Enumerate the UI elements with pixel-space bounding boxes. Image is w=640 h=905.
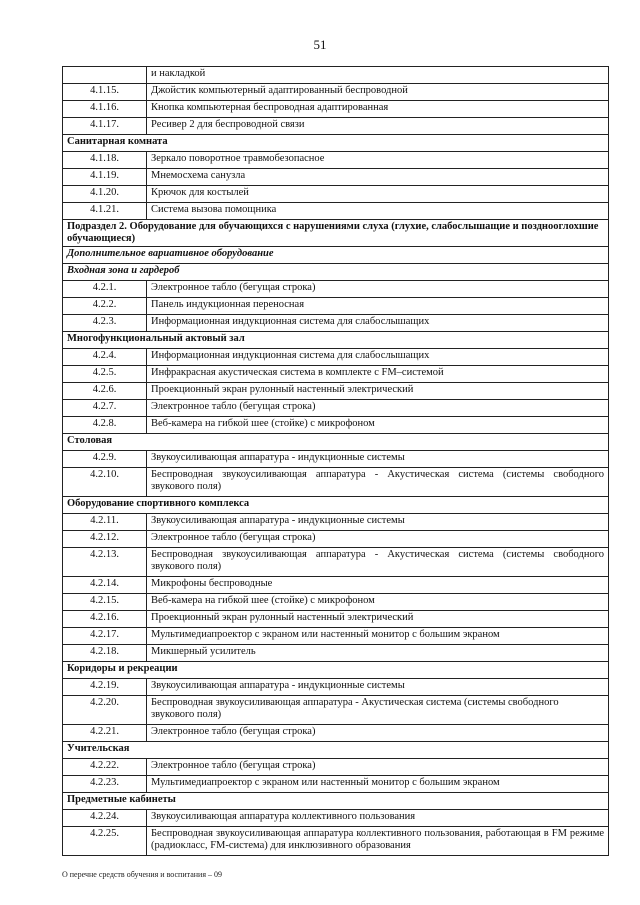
section-heading-row xyxy=(63,662,609,679)
table-row xyxy=(63,203,609,220)
item-description: Зеркало поворотное травмобезопасное xyxy=(147,152,609,169)
item-description: Беспроводная звукоусиливающая аппаратура - Акустическая система (системы свободного звукового поля) xyxy=(147,696,609,725)
table-row xyxy=(63,594,609,611)
section-heading: Учительская xyxy=(63,742,609,759)
item-description: Веб-камера на гибкой шее (стойке) с микрофоном xyxy=(147,417,609,434)
item-number xyxy=(63,67,147,84)
section-heading: Дополнительное вариативное оборудование xyxy=(63,247,609,264)
item-number: 4.2.16. xyxy=(63,611,147,628)
table-row xyxy=(63,366,609,383)
item-description: Проекционный экран рулонный настенный электрический xyxy=(147,611,609,628)
item-description: Звукоусиливающая аппаратура - индукционные системы xyxy=(147,451,609,468)
item-number: 4.2.4. xyxy=(63,349,147,366)
item-description: и накладкой xyxy=(147,67,609,84)
item-number: 4.2.9. xyxy=(63,451,147,468)
item-number: 4.1.20. xyxy=(63,186,147,203)
item-number: 4.1.15. xyxy=(63,84,147,101)
section-heading: Многофункциональный актовый зал xyxy=(63,332,609,349)
item-description: Панель индукционная переносная xyxy=(147,298,609,315)
item-number: 4.2.10. xyxy=(63,468,147,497)
table-row xyxy=(63,186,609,203)
section-heading-row xyxy=(63,332,609,349)
item-number: 4.2.12. xyxy=(63,531,147,548)
section-heading: Коридоры и рекреации xyxy=(63,662,609,679)
table-row xyxy=(63,417,609,434)
table-row xyxy=(63,451,609,468)
table-row xyxy=(63,118,609,135)
item-description: Электронное табло (бегущая строка) xyxy=(147,725,609,742)
item-number: 4.2.18. xyxy=(63,645,147,662)
table-row xyxy=(63,101,609,118)
table-row xyxy=(63,281,609,298)
item-description: Информационная индукционная система для слабослышащих xyxy=(147,315,609,332)
table-row xyxy=(63,67,609,84)
item-number: 4.2.25. xyxy=(63,827,147,856)
item-description: Микшерный усилитель xyxy=(147,645,609,662)
section-heading: Входная зона и гардероб xyxy=(63,264,609,281)
item-number: 4.2.6. xyxy=(63,383,147,400)
section-heading: Подраздел 2. Оборудование для обучающихся с нарушениями слуха (глухие, слабослышащие и позднооглохшие обучающиеся) xyxy=(63,220,609,247)
equipment-table xyxy=(62,66,609,856)
item-number: 4.2.20. xyxy=(63,696,147,725)
item-number: 4.1.21. xyxy=(63,203,147,220)
item-number: 4.2.8. xyxy=(63,417,147,434)
item-number: 4.2.22. xyxy=(63,759,147,776)
table-row xyxy=(63,349,609,366)
item-number: 4.2.5. xyxy=(63,366,147,383)
section-heading: Оборудование спортивного комплекса xyxy=(63,497,609,514)
item-number: 4.1.17. xyxy=(63,118,147,135)
item-number: 4.2.1. xyxy=(63,281,147,298)
item-description: Электронное табло (бегущая строка) xyxy=(147,400,609,417)
section-heading-row xyxy=(63,742,609,759)
table-row xyxy=(63,725,609,742)
section-heading: Предметные кабинеты xyxy=(63,793,609,810)
table-row xyxy=(63,645,609,662)
item-description: Электронное табло (бегущая строка) xyxy=(147,281,609,298)
table-row xyxy=(63,152,609,169)
item-description: Мультимедиапроектор с экраном или настенный монитор с большим экраном xyxy=(147,776,609,793)
item-description: Беспроводная звукоусиливающая аппаратура - Акустическая система (системы свободного звукового поля) xyxy=(147,468,609,497)
table-row xyxy=(63,400,609,417)
table-row xyxy=(63,84,609,101)
table-row xyxy=(63,776,609,793)
item-number: 4.2.13. xyxy=(63,548,147,577)
page-number: 51 xyxy=(313,37,327,52)
equipment-table-body xyxy=(63,67,609,856)
section-heading-row xyxy=(63,264,609,281)
section-heading-row xyxy=(63,220,609,247)
item-number: 4.1.16. xyxy=(63,101,147,118)
table-row xyxy=(63,169,609,186)
table-row xyxy=(63,468,609,497)
item-number: 4.2.3. xyxy=(63,315,147,332)
item-description: Крючок для костылей xyxy=(147,186,609,203)
section-heading: Столовая xyxy=(63,434,609,451)
item-description: Беспроводная звукоусиливающая аппаратура коллективного пользования, работающая в FM режиме (радиокласс, FM-система) для инклюзивного образования xyxy=(147,827,609,856)
item-description: Звукоусиливающая аппаратура - индукционные системы xyxy=(147,514,609,531)
item-description: Джойстик компьютерный адаптированный беспроводной xyxy=(147,84,609,101)
table-row xyxy=(63,298,609,315)
section-heading-row xyxy=(63,793,609,810)
section-heading-row xyxy=(63,247,609,264)
item-number: 4.2.19. xyxy=(63,679,147,696)
item-description: Веб-камера на гибкой шее (стойке) с микрофоном xyxy=(147,594,609,611)
item-number: 4.2.7. xyxy=(63,400,147,417)
item-description: Звукоусиливающая аппаратура коллективного пользования xyxy=(147,810,609,827)
item-description: Информационная индукционная система для слабослышащих xyxy=(147,349,609,366)
section-heading: Санитарная комната xyxy=(63,135,609,152)
page-footer: О перечне средств обучения и воспитания – 09 xyxy=(62,870,222,879)
item-description: Электронное табло (бегущая строка) xyxy=(147,531,609,548)
table-row xyxy=(63,827,609,856)
item-description: Беспроводная звукоусиливающая аппаратура - Акустическая система (системы свободного звукового поля) xyxy=(147,548,609,577)
item-description: Звукоусиливающая аппаратура - индукционные системы xyxy=(147,679,609,696)
table-row xyxy=(63,810,609,827)
item-number: 4.1.18. xyxy=(63,152,147,169)
item-number: 4.2.2. xyxy=(63,298,147,315)
item-number: 4.2.23. xyxy=(63,776,147,793)
table-row xyxy=(63,548,609,577)
table-row xyxy=(63,679,609,696)
item-description: Кнопка компьютерная беспроводная адаптированная xyxy=(147,101,609,118)
item-number: 4.2.24. xyxy=(63,810,147,827)
item-description: Ресивер 2 для беспроводной связи xyxy=(147,118,609,135)
table-row xyxy=(63,315,609,332)
section-heading-row xyxy=(63,434,609,451)
table-row xyxy=(63,577,609,594)
item-number: 4.1.19. xyxy=(63,169,147,186)
section-heading-row xyxy=(63,135,609,152)
table-row xyxy=(63,759,609,776)
table-row xyxy=(63,611,609,628)
table-row xyxy=(63,383,609,400)
item-description: Проекционный экран рулонный настенный электрический xyxy=(147,383,609,400)
item-number: 4.2.17. xyxy=(63,628,147,645)
item-number: 4.2.14. xyxy=(63,577,147,594)
section-heading-row xyxy=(63,497,609,514)
item-description: Микрофоны беспроводные xyxy=(147,577,609,594)
table-row xyxy=(63,531,609,548)
item-description: Мнемосхема санузла xyxy=(147,169,609,186)
item-number: 4.2.11. xyxy=(63,514,147,531)
table-row xyxy=(63,628,609,645)
item-description: Электронное табло (бегущая строка) xyxy=(147,759,609,776)
item-description: Инфракрасная акустическая система в комплекте с FM–системой xyxy=(147,366,609,383)
item-number: 4.2.15. xyxy=(63,594,147,611)
item-description: Система вызова помощника xyxy=(147,203,609,220)
table-row xyxy=(63,514,609,531)
item-description: Мультимедиапроектор с экраном или настенный монитор с большим экраном xyxy=(147,628,609,645)
item-number: 4.2.21. xyxy=(63,725,147,742)
table-row xyxy=(63,696,609,725)
